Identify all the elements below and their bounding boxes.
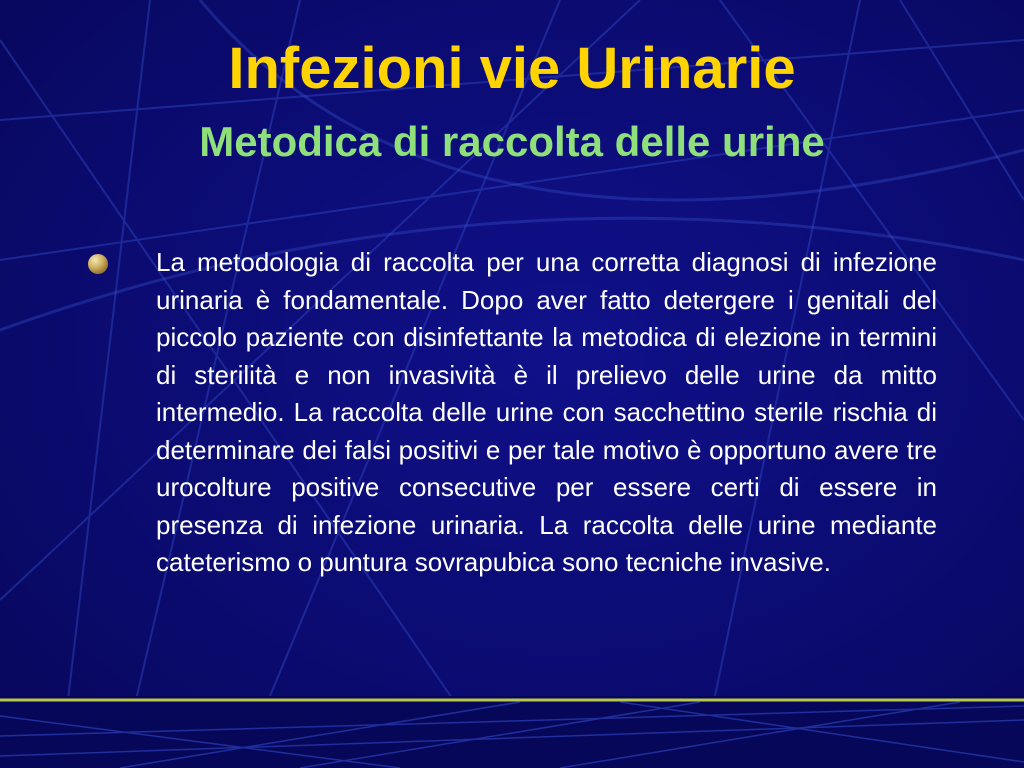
footer-decoration [0, 696, 1024, 768]
sphere-bullet-icon [88, 254, 108, 274]
slide-title: Infezioni vie Urinarie [228, 36, 796, 101]
slide-subtitle: Metodica di raccolta delle urine [199, 118, 825, 165]
body-paragraph: La metodologia di raccolta per una corretta diagnosi di infezione urinaria è fondamentale. Dopo aver fatto detergere i genitali del piccolo paziente con disinfettante la metodica di elezione in termini di sterilità e non invasività è il prelievo delle urine da mitto intermedio. La raccolta delle urine con sacchettino sterile rischia di determinare dei falsi positivi e per tale motivo è opportuno avere tre urocolture positive consecutive per essere certi di essere in presenza di infezione urinaria. La raccolta delle urine mediante cateterismo o puntura sovrapubica sono tecniche invasive. [156, 247, 937, 577]
